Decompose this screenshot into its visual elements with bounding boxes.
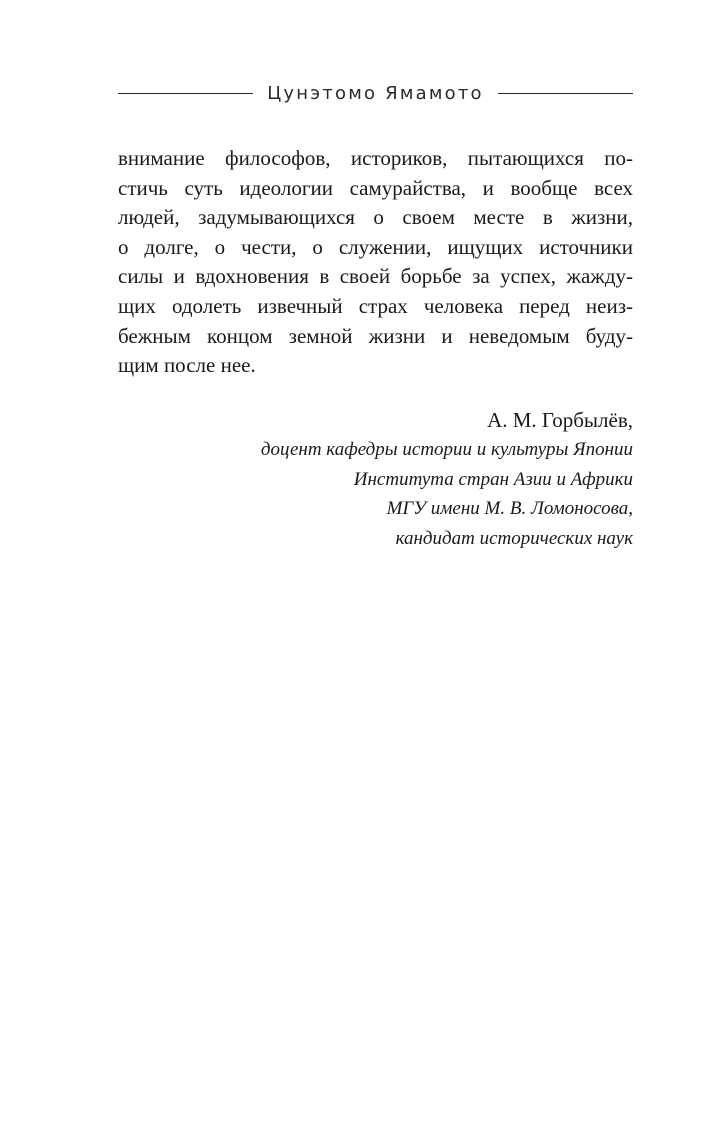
running-header-title: Цунэтомо Ямамото bbox=[267, 82, 484, 104]
paragraph-line: щих одолеть извечный страх человека перед неиз- bbox=[118, 293, 633, 318]
paragraph-line: силы и вдохновения в своей борьбе за успех, жажду- bbox=[118, 264, 633, 289]
header-rule-left bbox=[118, 93, 253, 94]
paragraph-line: внимание философов, историков, пытающихся по- bbox=[118, 146, 633, 170]
running-header bbox=[118, 80, 633, 106]
author-university: МГУ имени М. В. Ломоносова, bbox=[386, 498, 633, 519]
header-rule-right bbox=[498, 93, 633, 94]
paragraph-line: о долге, о чести, о служении, ищущих источники bbox=[118, 234, 633, 259]
body-paragraph bbox=[118, 144, 633, 381]
paragraph-line: щим после нее. bbox=[118, 353, 256, 378]
author-position: доцент кафедры истории и культуры Японии bbox=[260, 439, 633, 460]
author-institute: Института стран Азии и Африки bbox=[353, 468, 633, 490]
author-degree: кандидат исторических наук bbox=[395, 527, 633, 549]
paragraph-line: бежным концом земной жизни и неведомым буду- bbox=[118, 323, 633, 348]
paragraph-line: стичь суть идеологии самурайства, и вообще всех bbox=[118, 175, 633, 200]
author-signature bbox=[118, 405, 633, 553]
author-name: А. М. Горбылёв, bbox=[487, 408, 633, 432]
paragraph-line: людей, задумывающихся о своем месте в жизни, bbox=[118, 205, 633, 230]
